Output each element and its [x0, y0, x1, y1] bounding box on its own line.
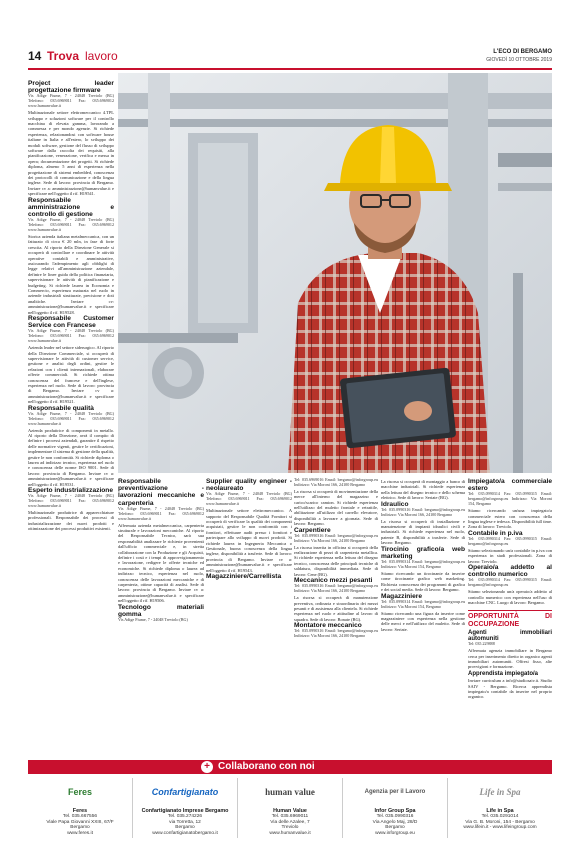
job-title: Project leader progettazione firmware: [28, 80, 114, 95]
job-title: Responsabile qualità: [28, 404, 94, 412]
job-title: Operaio/a addetto al controllo numerico: [468, 563, 552, 579]
job-ad: [294, 527, 378, 577]
partner-address: Via Angelo Maj, 28/D: [372, 819, 418, 825]
job-contact: Vis Adige Fiume, 7 - 24048 Treviolo (BG) Telefono: 035.6969011 Fax: 035.6969012 www.humanvalue.it: [206, 491, 292, 507]
partner-confartigianato: [133, 778, 238, 838]
job-ad: [28, 315, 114, 405]
partner-website[interactable]: www.inforgroup.eu: [375, 830, 415, 836]
human-value-logo: human value: [265, 787, 315, 797]
job-description: La risorsa inserita in officina si occuperà della realizzazione di pezzi di carpenteria metallica. Si richiede esperienza nella lettura del disegno tecnico, conoscenza delle principali tecniche di saldatura, disponibilità immediata. Sede di lavoro: Cene (BG).: [294, 544, 378, 577]
job-contact: Tel: 035.6969016 Email: bergamo@inforgroup.eu Indirizzo: Via Moroni 166, 24100 Bergamo: [294, 478, 378, 487]
job-ad: [468, 672, 552, 700]
job-title: Meccanico mezzi pesanti: [294, 577, 373, 585]
job-contact: Vis Adige Fiume, 7 - 24048 Treviolo (BG) Telefono: 035.6969011 Fax: 035.6969012 www.humanvalue.it: [28, 328, 114, 344]
feres-logo: Feres: [67, 787, 93, 797]
job-ad: [294, 622, 378, 639]
plus-icon: +: [201, 761, 213, 773]
partner-city: Treviolo: [281, 825, 299, 831]
job-ad: [28, 197, 114, 315]
job-ad: [294, 478, 378, 527]
job-description: Azienda produttrice di componenti in metallo. Al riporto della Direzione, avrà il compito di definire i processi aziendali, garantire il rispetto delle normative vigenti, gestire le certificazioni, implementare il sistema di gestione della qualità, gestire le non conformità. Si richiede diploma o laurea ad indirizzo tecnico, esperienza nel ruolo e conoscenza delle norme ISO 9001. Sede di lavoro: provincia di Bergamo. Inviare cv a: amministrazione@humanvalue.it e specificare nell'oggetto il rif. H19531.: [28, 427, 114, 487]
job-title: Responsabile amministrazione e controllo di gestione: [28, 196, 114, 219]
page-number: 14: [28, 49, 42, 63]
issue-date: GIOVEDÌ 10 OTTOBRE 2019: [486, 57, 552, 63]
partner-city: Bergamo: [385, 825, 405, 831]
job-ad: [468, 564, 552, 605]
column-2: [118, 478, 204, 756]
job-ad: [28, 405, 114, 487]
partner-name: Infor Group Spa: [374, 808, 416, 814]
partner-name: Human Value: [273, 808, 307, 814]
partner-infor-group: [343, 778, 448, 838]
job-contact: Vis Adige Fiume, 7 - 24048 Treviolo (BG) Telefono: 035.6969011 Fax: 035.6969012 www.humanvalue.it: [28, 93, 114, 109]
job-title: Supplier quality engineer - neolaureato: [206, 478, 292, 493]
job-ad: [28, 80, 114, 197]
job-title: Tecnologo materiali gomma: [118, 603, 204, 618]
header-rule: [28, 68, 552, 70]
job-title: Agenti immobiliari automuniti: [468, 630, 552, 642]
confartigianato-logo: Confartigianato: [151, 787, 219, 797]
partner-phone: Tel. 035.6969011: [271, 814, 309, 819]
job-ad: [381, 479, 465, 501]
job-description: Azienda leader nel settore siderurgico. Al riporto della Direzione Commerciale, si occuperà di supervisionare le attività di customer service, gestione e analisi degli ordini, gestire le relazioni con i clienti internazionali, elaborare offerte commerciali. Si richiede ottima conoscenza del francese e dell'inglese, esperienza nel ruolo. Sede di lavoro: provincia di Bergamo. Inviare cv a: amministrazione@humanvalue.it e specificare nell'oggetto il rif. H19521.: [28, 345, 114, 405]
job-title: Magazziniere/Carrellista: [206, 573, 282, 580]
job-title: Responsabile Customer Service con Francese: [28, 315, 114, 330]
job-title: Idraulico: [381, 500, 409, 508]
job-description: La risorsa si occuperà di manutenzione preventiva, ordinaria e straordinaria dei mezzi pesanti e di assistenza alla clientela. Si richiede esperienza nel ruolo e attitudine al lavoro di squadra. Sede di lavoro: Bonate (BG).: [294, 595, 378, 622]
column-5: [381, 478, 465, 756]
job-contact: Tel: 035.0990316 Email: bergamo@inforgroup.eu Indirizzo: Via Moroni 166, 24100 Bergamo: [381, 506, 465, 517]
job-ad: [468, 478, 552, 530]
partner-life-in-spa: [448, 778, 552, 838]
job-contact: Vis Adige Fiume, 7 - 24048 Treviolo (BG) Telefono: 035.6969011 Fax: 035.6969012 www.humanvalue.it: [118, 505, 204, 521]
job-description: La risorsa si occuperà di movimentazione della merce all'interno del magazzino e carico/scarico camion. Si richiede esperienza nell'utilizzo del muletto frontale e retrattile, abilitazione all'utilizzo del carrello elevatore, disponibilità a lavorare a giornata. Sede di lavoro: Bergamo.: [294, 488, 378, 527]
partner-phone: Tel. 035.274226: [167, 814, 203, 819]
job-description: La risorsa si occuperà di installazione e manutenzione di impianti idraulici civili e industriali. Si richiede esperienza nel ruolo, patente B, disponibilità a trasferte. Sede di lavoro: Bergamo.: [381, 518, 465, 546]
job-description: Stiamo selezionando un/a contabile in p.iva con esperienza in studi professionali. Zona di lavoro: Treviolo.: [468, 547, 552, 564]
newspaper-name: L'ECO DI BERGAMO: [493, 49, 552, 55]
job-ad: [381, 593, 465, 633]
job-contact: Tel: 035.0990314 Fax: 035.0990315 Email: bergamo@inforgroup.eu: [468, 577, 552, 588]
partners-banner-title: Collaborano con noi: [218, 761, 315, 772]
partner-website[interactable]: www.humanvalue.it: [269, 830, 311, 836]
job-contact: Vis Adige Fiume, 7 - 24048 Treviolo (BG) Telefono: 035.6969011 Fax: 035.6969012 www.humanvalue.it: [28, 410, 114, 426]
job-contact: Tel: 035.0990316 Email: bergamo@inforgroup.eu Indirizzo: Via Moroni 166, 24100 Bergamo: [294, 532, 378, 543]
job-ad: [381, 546, 465, 593]
section-title-strong: Trova: [47, 49, 80, 63]
job-description: Multinazionale produttrice di apparecchiature professionali. Responsabile dei processi di industrializzazione dei nuovi prodotti e ottimizzazione dei processi produttivi esistenti.: [28, 509, 114, 532]
job-ad: [468, 631, 552, 669]
job-description: Multinazionale settore elettromeccanico 4.TPL sviluppo e soluzioni software per il controllo macchina di elevata gamma, lavorando a commessa e per mondo agenzie. Si richiede esperienza, relazionandosi con software house italiane in Italia e all'estero, lo sviluppo dei moduli software, gestione del flusso di sviluppo software dalla raccolta dei requisiti, alla pianificazione, venerazione, verifica e messa in opera; documentazione dei progetti. Si richiede diploma, almeno 5 anni di esperienza nella progettazione di sistemi embedded, conoscenza dei protocolli di comunicazione e della lingua inglese. Sede di lavoro: provincia di Bergamo. Inviare cv a: amministrazione@humanvalue.it e specificare nell'oggetto il rif. H19541.: [28, 110, 114, 197]
partner-website[interactable]: www.lifein.it - www.lifeingroup.com: [463, 825, 537, 831]
job-description: Stiamo ricercando un/una impiegato/a commerciale estero con conoscenza della lingua inglese e tedesca. Disponibilità full time. Zona di lavoro: Treviolo.: [468, 508, 552, 530]
job-contact: Vis Adige Fiume, 7 - 24048 Treviolo (BG) Telefono: 035.6969011 Fax: 035.6969012 www.humanvalue.it: [28, 493, 114, 509]
partner-website[interactable]: www.feres.it: [67, 830, 93, 836]
job-title: Responsabile preventivazione - lavorazioni meccaniche e carpenteria: [118, 478, 204, 507]
job-ad: [28, 487, 114, 532]
job-ad: [118, 478, 204, 604]
job-ad: [118, 604, 204, 623]
life-in-spa-logo: Life in Spa: [479, 787, 521, 797]
job-description: Storica azienda italiana metalmeccanica, con un fatturato di circa € 20 mln, in fase di forte crescita. Al riporto della Direzione Generale si occuperà di controllare e coordinare le attività operative contabili e amministrative, assicurando l'adempimento agli obblighi di legge relativi all'amministrazione aziendale, definire le linee guida della politica finanziaria, supervisionare le attività di pianificazione e budgeting. Si richiede laurea in Economia e Commercio, esperienza maturata nel ruolo in aziende industriali strutturate, precisione e doti analitiche. Inviare cv: amministrazione@humanvalue.it e specificare nell'oggetto il rif. H19528.: [28, 233, 114, 315]
job-contact: Tel: 035.0990316 Email: bergamo@inforgroup.eu Indirizzo: Via Moroni 166, 24100 Bergamo: [294, 583, 378, 594]
partners-banner: [28, 760, 552, 774]
job-ad: [381, 501, 465, 546]
job-contact: Vis Adige Fiume, 7 - 24048 Treviolo (BG) Telefono: 035.6969011 Fax: 035.6969012 www.humanvalue.it: [28, 217, 114, 233]
partner-phone: Tel. 035.0990316: [376, 814, 414, 819]
job-description: La risorsa si occuperà di montaggio a banco di macchine industriali. Si richiede esperienza nella lettura del disegno tecnico e dello schema elettrico. Sede di lavoro: Seriate (BG).: [381, 479, 465, 501]
infor-group-logo: Agenzia per il Lavoro: [364, 789, 426, 795]
engineer-with-helmet-illustration: [118, 73, 552, 473]
job-description: Affermata agenzia immobiliare in Bergamo cerca per inserimento diretto in organico agenti immobiliari automuniti. Offresi fisso, alte provvigioni e formazione.: [468, 648, 552, 670]
job-title: Montatore meccanico: [294, 622, 362, 630]
job-ad: [468, 530, 552, 564]
job-ad: [206, 573, 292, 580]
partner-address: Viale Papa Giovanni XXIII, 67/F: [46, 819, 114, 825]
partner-address: Via G. B. Moroni, 154 - Bergamo: [465, 819, 535, 825]
job-ad: [206, 478, 292, 573]
job-description: Stiamo ricercando una figura da inserire come magazziniere con esperienza nella gestione delle merci e nell'utilizzo del muletto. Sede di lavoro: Seriate.: [381, 610, 465, 632]
opportunities-heading: OPPORTUNITÀ DI OCCUPAZIONE: [468, 610, 552, 629]
partner-name: Confartigianato Imprese Bergamo: [141, 808, 229, 814]
partner-website[interactable]: www.confartigianatobergamo.it: [152, 830, 218, 836]
partner-address: via Torretta, 12: [169, 819, 201, 825]
section-title-light: lavoro: [85, 49, 118, 63]
job-title: Esperto industrializzazione: [28, 487, 114, 495]
job-description: Multinazionale settore elettromeccanico. A supporto del Responsabile Qualità Fornitori si occuperà di verificare la qualità dei componenti acquistati, gestire le non conformità con i fornitori, effettuare audit presso i fornitori e partecipare allo sviluppo di nuovi prodotti. Si richiede laurea in Ingegneria Meccanica o Gestionale, buona conoscenza della lingua inglese, disponibilità a trasferte. Sede di lavoro: provincia di Bergamo. Inviare cv a: amministrazione@humanvalue.it e specificare nell'oggetto il rif. H19543.: [206, 508, 292, 573]
job-title: Tirocinio grafico/a web marketing: [381, 545, 465, 560]
job-contact: Tel: 035.0990314 Fax: 035.0990315 Email: bergamo@inforgroup.eu: [468, 535, 552, 546]
partner-phone: Tel. 035.667556: [62, 814, 98, 819]
job-ad: [294, 577, 378, 622]
partner-phone: Tel. 035.0291014: [481, 814, 519, 819]
column-4: [294, 478, 378, 756]
partner-city: Bergamo: [70, 825, 90, 831]
job-description: Inviare curriculum a info@studiosaiv.it. Studio SAIV - Bergamo. Ricerca apprendista impiegato/a contabile da inserire nel proprio organico.: [468, 678, 552, 700]
job-title: Apprendista impiegato/a: [468, 670, 539, 677]
job-contact: Tel: 035.0990314 Email: bergamo@inforgroup.eu Indirizzo: Via Moroni 154, Bergamo: [381, 559, 465, 569]
column-1: [28, 80, 114, 756]
partner-feres: [28, 778, 133, 838]
column-3: [206, 478, 292, 756]
job-title: Magazziniere: [381, 592, 423, 600]
job-description: Stiamo ricercando un tirocinante da inserire come tirocinante grafico web marketing. Richiesta conoscenza dei programmi di grafica e dei social media. Sede di lavoro: Bergamo.: [381, 570, 465, 593]
partner-name: Feres: [72, 808, 88, 814]
job-contact: Tel: 035.229888: [468, 641, 495, 647]
partner-city: Bergamo: [175, 825, 195, 831]
job-contact: Tel: 035.0990314 Email: bergamo@inforgroup.eu Indirizzo: Via Moroni 154, Bergamo: [381, 598, 465, 609]
partner-name: Life in Spa: [486, 808, 514, 814]
partners-row: [28, 778, 552, 838]
partner-address: Via delle Azalee, 7: [270, 819, 310, 825]
job-contact: Tel: 035.0990314 Fax: 035.0990315 Email: bergamo@inforgroup.eu Indirizzo: Via Moroni 154, Bergamo: [468, 491, 552, 507]
job-title: Contabile in p.iva: [468, 529, 523, 537]
partner-human-value: [238, 778, 343, 838]
column-6: [468, 478, 552, 756]
job-description: Stiamo selezionando un/a operaio/a addetto al controllo numerico con esperienza nell'uso di macchine CNC. Luogo di lavoro: Bergamo.: [468, 589, 552, 606]
page-header: [28, 49, 552, 65]
job-description: Affermata azienda metalmeccanica, carpenteria strutturale e lavorazioni meccaniche. Al riporto del Responsabile Tecnico, sarà sua responsabilità analizzare le richieste provenienti dall'ufficio commerciale e, in stretta collaborazione con la Produzione e gli Acquisti, definire i costi e i tempi di approvvigionamento e lavorazione, redigere le offerte tecniche ed economiche. Si richiede diploma o laurea ad indirizzo tecnico, esperienza nel ruolo, conoscenza delle lavorazioni meccaniche e di carpenteria, ottime capacità di analisi. Sede di lavoro: provincia di Bergamo. Inviare cv a: amministrazione@humanvalue.it e specificare nell'oggetto il rif. H19506.: [118, 522, 204, 604]
job-contact: Tel: 035.0990316 Email: bergamo@inforgroup.eu Indirizzo: Via Moroni 166, 24100 Bergamo: [294, 628, 378, 639]
job-title: Impiegato/a commerciale estero: [468, 478, 552, 493]
job-contact: Vis Adige Fiume, 7 - 24048 Treviolo (BG): [118, 617, 188, 623]
worker-photo: [118, 73, 552, 473]
job-title: Carpentiere: [294, 526, 331, 534]
